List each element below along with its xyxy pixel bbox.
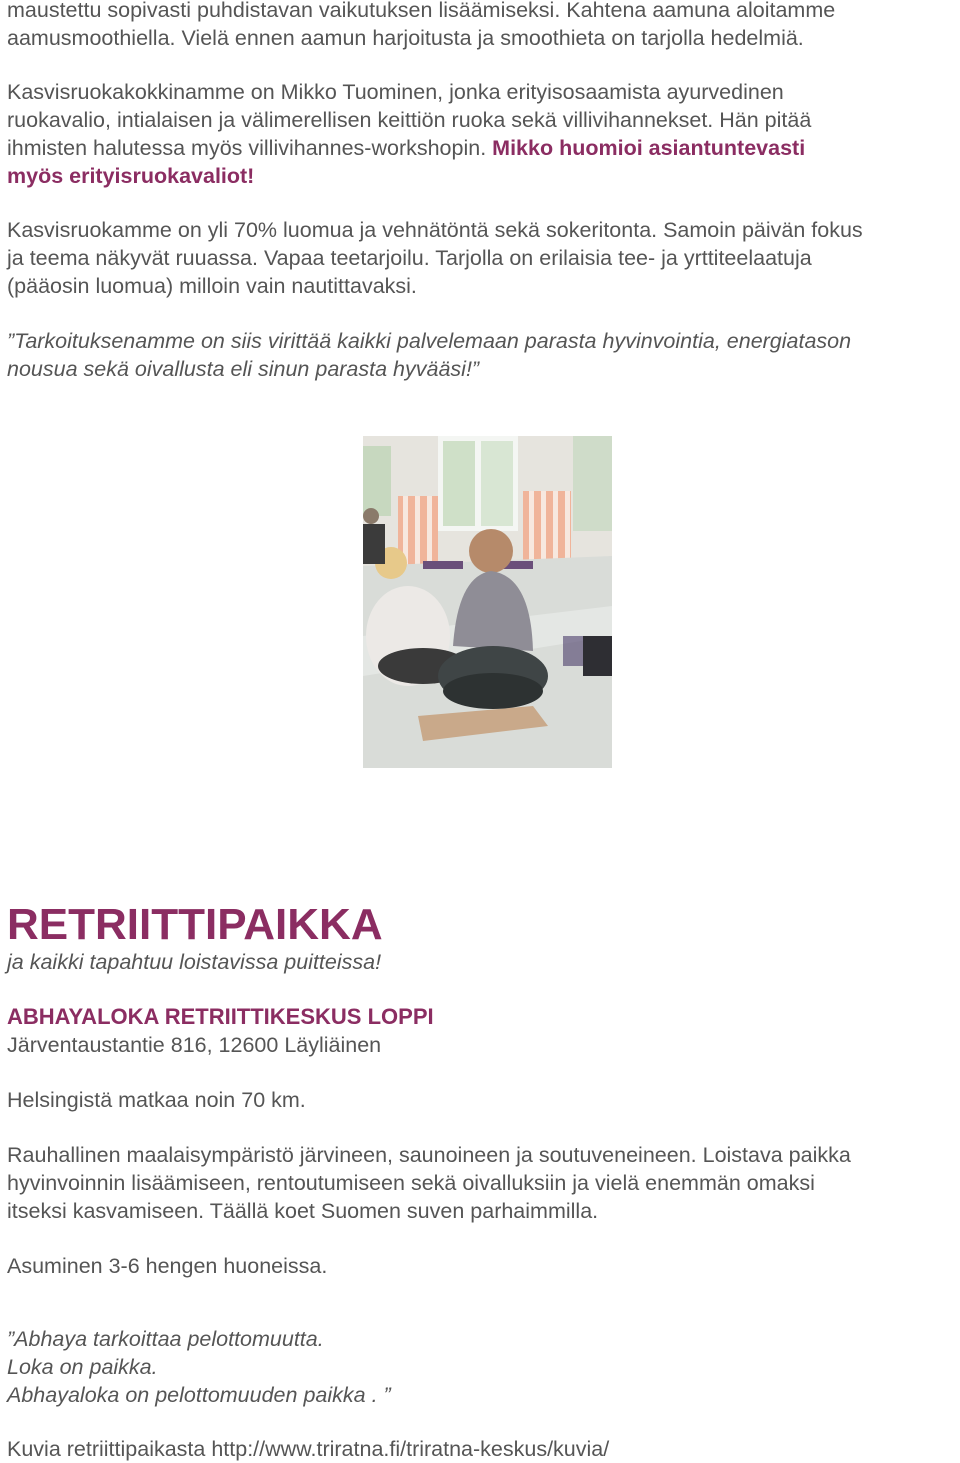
venue-desc-2: hyvinvoinnin lisäämiseen, rentoutumiseen sekä oivalluksiin ja vielä enemmän omaksi: [7, 1171, 815, 1195]
food-line-3: (pääosin luomua) milloin vain nautittavaksi.: [7, 274, 417, 298]
venue-distance: Helsingistä matkaa noin 70 km.: [7, 1088, 306, 1112]
chef-line-1: Kasvisruokakokkinamme on Mikko Tuominen, jonka erityisosaamista ayurvedinen: [7, 80, 784, 104]
venue-heading: RETRIITTIPAIKKA: [7, 900, 383, 949]
venue-name: ABHAYALOKA RETRIITTIKESKUS LOPPI: [7, 1004, 434, 1029]
venue-tagline: ja kaikki tapahtuu loistavissa puitteissa!: [7, 950, 382, 974]
chef-line-3: [7, 134, 805, 162]
food-line-2: ja teema näkyvät ruuassa. Vapaa teetarjoilu. Tarjolla on erilaisia tee- ja yrttiteelaatuja: [7, 246, 812, 270]
purpose-line-2: nousua sekä oivallusta eli sinun parasta hyvääsi!”: [7, 357, 480, 381]
venue-photos-link[interactable]: Kuvia retriittipaikasta http://www.triratna.fi/triratna-keskus/kuvia/: [7, 1437, 610, 1461]
food-line-1: Kasvisruokamme on yli 70% luomua ja vehnätöntä sekä sokeritonta. Samoin päivän fokus: [7, 218, 863, 242]
venue-quote-3: Abhayaloka on pelottomuuden paikka . ”: [7, 1383, 391, 1407]
venue-quote-1: ”Abhaya tarkoittaa pelottomuutta.: [7, 1327, 324, 1351]
venue-desc-3: itseksi kasvamiseen. Täällä koet Suomen suven parhaimmilla.: [7, 1199, 599, 1223]
chef-line-3-text: ihmisten halutessa myös villivihannes-workshopin.: [7, 136, 493, 160]
chef-highlight-2: myös erityisruokavaliot!: [7, 164, 255, 188]
purpose-line-1: ”Tarkoituksenamme on siis virittää kaikki palvelemaan parasta hyvinvointia, energiatason: [7, 329, 852, 353]
intro-line-1: maustettu sopivasti puhdistavan vaikutuksen lisäämiseksi. Kahtena aamuna aloitamme: [7, 0, 836, 22]
chef-line-2: ruokavalio, intialaisen ja välimerellisen keittiön ruoka sekä villivihannekset. Hän pitää: [7, 108, 812, 132]
venue-desc-1: Rauhallinen maalaisympäristö järvineen, saunoineen ja soutuveneineen. Loistava paikka: [7, 1143, 851, 1167]
venue-lodging: Asuminen 3-6 hengen huoneissa.: [7, 1254, 328, 1278]
intro-line-2: aamusmoothiella. Vielä ennen aamun harjoitusta ja smoothieta on tarjolla hedelmiä.: [7, 26, 804, 50]
chef-highlight: Mikko huomioi asiantuntevasti: [492, 136, 806, 160]
venue-address: Järventaustantie 816, 12600 Läyliäinen: [7, 1033, 382, 1057]
retreat-photo-drawing: [363, 436, 612, 768]
venue-quote-2: Loka on paikka.: [7, 1355, 158, 1379]
retreat-photo: [363, 436, 612, 768]
